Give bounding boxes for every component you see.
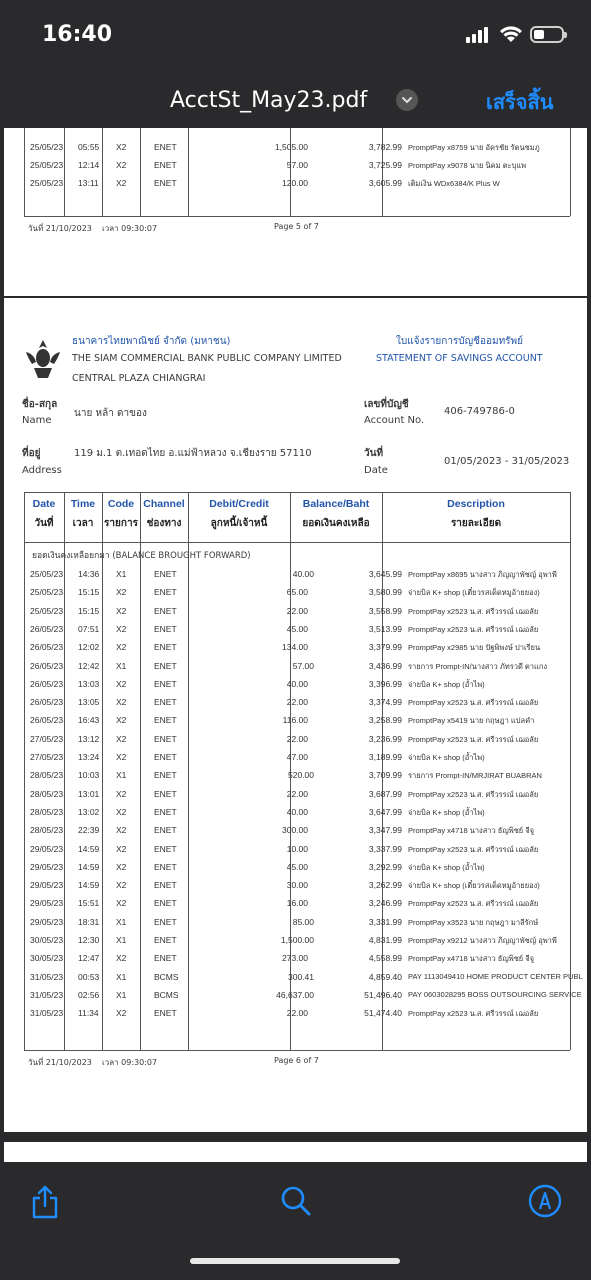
transaction-channel: ENET: [154, 160, 177, 170]
transaction-date: 29/05/23: [30, 916, 64, 927]
transaction-time: 22:39: [78, 825, 100, 836]
transaction-description: PAY 0603028295 BOSS OUTSOURCING SERVICE: [408, 989, 582, 999]
table-row: [24, 931, 574, 949]
transaction-channel: ENET: [154, 569, 177, 579]
branch-name: CENTRAL PLAZA CHIANGRAI: [72, 373, 206, 384]
table-row: [24, 1004, 574, 1022]
transaction-channel: ENET: [154, 880, 177, 891]
date-label-thai: วันที่: [364, 448, 384, 459]
transaction-date: 31/05/23: [30, 1008, 64, 1019]
transaction-channel: ENET: [154, 642, 177, 653]
transaction-date: 28/05/23: [30, 806, 64, 817]
transaction-amount: 45.00: [286, 861, 308, 872]
transaction-balance: 4,558.99: [368, 953, 402, 964]
transaction-time: 14:59: [78, 880, 100, 891]
transaction-code: X1: [116, 989, 127, 1000]
date-label-english: Date: [364, 465, 388, 476]
table-row: [24, 730, 574, 748]
transaction-channel: ENET: [154, 861, 177, 872]
address-label-thai: ที่อยู่: [22, 448, 41, 459]
page5-footer-time: เวลา 09:30:07: [102, 224, 158, 233]
transaction-balance: 3,580.99: [368, 587, 402, 598]
transaction-amount: 273.00: [282, 953, 308, 964]
transaction-balance: 3,337.99: [368, 843, 402, 854]
transaction-amount: 22.00: [286, 605, 308, 616]
table-row: [24, 657, 574, 675]
transaction-date: 27/05/23: [30, 752, 64, 762]
transaction-channel: ENET: [154, 660, 177, 671]
transaction-description: รายการ Prompt-IN/MRJIRAT BUABRAN: [408, 771, 542, 781]
transaction-amount: 300.41: [288, 971, 314, 982]
transaction-balance: 4,859.40: [368, 971, 402, 982]
transaction-date: 28/05/23: [30, 788, 64, 799]
status-bar: [0, 0, 591, 70]
transaction-code: X1: [116, 935, 127, 945]
transaction-channel: ENET: [154, 697, 177, 708]
transaction-description: PromptPay x8759 นาย อัครชัย รัตนชมภู: [408, 143, 540, 152]
transaction-code: X2: [116, 642, 127, 653]
transaction-balance: 4,831.99: [368, 935, 402, 945]
transaction-time: 14:36: [78, 569, 100, 579]
transaction-code: X2: [116, 898, 127, 909]
transaction-amount: 22.00: [286, 733, 308, 744]
transaction-description: PromptPay x2523 น.ส. ศรีวรรณ์ เฌอลัย: [408, 624, 539, 634]
table-row: [24, 949, 574, 967]
home-indicator[interactable]: [190, 1258, 400, 1264]
transaction-code: X2: [116, 953, 127, 964]
transaction-time: 13:02: [78, 806, 100, 817]
transaction-amount: 120.00: [282, 178, 308, 188]
column-header-english: Time: [70, 498, 96, 510]
statement-date-range: 01/05/2023 - 31/05/2023: [444, 456, 570, 467]
wifi-icon: [500, 26, 522, 43]
transaction-date: 26/05/23: [30, 697, 64, 708]
transaction-date: 26/05/23: [30, 660, 64, 671]
table-row: [24, 138, 574, 156]
transaction-description: PromptPay x8695 นางสาว ภิญญาพัชญ์ อุพาพี: [408, 570, 557, 579]
transaction-description: PromptPay x2523 น.ส. ศรีวรรณ์ เฌอลัย: [408, 844, 539, 854]
transaction-balance: 3,331.99: [368, 916, 402, 927]
transaction-code: X2: [116, 142, 127, 152]
column-header-english: Description: [447, 498, 505, 510]
transaction-balance: 3,687.99: [368, 788, 402, 799]
transaction-amount: 22.00: [286, 788, 308, 799]
transaction-description: PromptPay x2985 นาย ปัฐพิพงษ์ ปาเรียน: [408, 643, 541, 653]
transaction-balance: 3,605.99: [368, 178, 402, 188]
transaction-channel: ENET: [154, 733, 177, 744]
transaction-balance: 3,645.99: [368, 569, 402, 579]
table-row: [24, 986, 582, 1004]
transaction-description: รายการ Prompt-IN/นางสาว ภัทรวดี ตาแกง: [408, 661, 548, 671]
transaction-channel: ENET: [154, 752, 177, 762]
transaction-time: 10:03: [78, 770, 100, 781]
transaction-date: 30/05/23: [30, 953, 64, 964]
transaction-amount: 40.00: [286, 678, 308, 689]
transaction-description: จ่ายบิล K+ shop (อ้ำไพ): [408, 807, 485, 817]
transaction-amount: 57.00: [286, 160, 308, 170]
transaction-time: 13:05: [78, 697, 100, 708]
name-label-thai: ชื่อ-สกุล: [22, 399, 58, 410]
transaction-time: 13:01: [78, 788, 100, 799]
transaction-amount: 46,637.00: [276, 989, 314, 1000]
transaction-channel: ENET: [154, 678, 177, 689]
account-holder-name: นาย หล้า ดาของ: [74, 408, 147, 419]
transaction-date: 25/05/23: [30, 142, 64, 152]
transaction-balance: 3,258.99: [368, 715, 402, 726]
transaction-balance: 3,292.99: [368, 861, 402, 872]
transaction-date: 30/05/23: [30, 935, 64, 945]
transaction-time: 13:12: [78, 733, 100, 744]
document-title[interactable]: AcctSt_May23.pdf: [170, 88, 368, 113]
transaction-date: 28/05/23: [30, 825, 64, 836]
transaction-time: 11:34: [78, 1008, 99, 1019]
table-row: [24, 840, 574, 858]
search-icon[interactable]: [280, 1185, 312, 1217]
transaction-amount: 16.00: [286, 898, 308, 909]
pdf-page-5: [4, 128, 587, 296]
transaction-amount: 45.00: [286, 623, 308, 634]
transaction-amount: 30.00: [286, 880, 308, 891]
transaction-balance: 3,347.99: [368, 825, 402, 836]
transaction-description: PromptPay x2523 น.ส. ศรีวรรณ์ เฌอลัย: [408, 899, 539, 909]
table-row: [24, 693, 574, 711]
table-row: [24, 156, 574, 174]
transaction-code: X1: [116, 770, 127, 781]
statement-title-thai: ใบแจ้งรายการบัญชีออมทรัพย์: [396, 336, 523, 347]
balance-brought-forward: ยอดเงินคงเหลือยกมา (BALANCE BROUGHT FORWARD): [32, 551, 251, 561]
transaction-channel: ENET: [154, 605, 177, 616]
table-row: [24, 620, 574, 638]
column-header-english: Debit/Credit: [209, 498, 269, 510]
transaction-code: X1: [116, 916, 127, 927]
transaction-code: X2: [116, 825, 127, 836]
table-row: [24, 894, 574, 912]
transaction-code: X2: [116, 1008, 127, 1019]
transaction-date: 29/05/23: [30, 880, 64, 891]
transaction-channel: ENET: [154, 770, 177, 781]
transaction-amount: 40.00: [286, 806, 308, 817]
share-icon[interactable]: [30, 1184, 60, 1220]
column-header-thai: รายละเอียด: [450, 518, 502, 529]
transaction-date: 26/05/23: [30, 715, 64, 726]
transaction-description: PromptPay x2523 น.ส. ศรีวรรณ์ เฌอลัย: [408, 698, 539, 708]
transaction-balance: 51,496.40: [364, 989, 402, 1000]
transaction-description: PromptPay x4718 นางสาว ธัญพิชย์ จีจู: [408, 826, 535, 836]
transaction-date: 28/05/23: [30, 770, 64, 781]
status-time: 16:40: [42, 22, 113, 47]
transaction-channel: ENET: [154, 788, 177, 799]
transaction-channel: BCMS: [154, 971, 179, 982]
transaction-channel: ENET: [154, 898, 177, 909]
transaction-channel: ENET: [154, 623, 177, 634]
transaction-code: X2: [116, 697, 127, 708]
transaction-balance: 3,262.99: [368, 880, 402, 891]
name-label-english: Name: [22, 415, 52, 426]
transaction-amount: 1,505.00: [274, 142, 308, 152]
table-row: [24, 785, 574, 803]
column-header-thai: รายการ: [104, 518, 138, 529]
pdf-page-6: [4, 298, 587, 1132]
transaction-balance: 3,236.99: [368, 733, 402, 744]
table-row: [24, 821, 574, 839]
address-value: 119 ม.1 ต.เทอดไทย อ.แม่ฟ้าหลวง จ.เชียงราย 57110: [74, 448, 312, 459]
transaction-description: จ่ายบิล K+ shop (เตี๋ยวรสเด็ดหมูอ้ายยอง): [408, 881, 540, 891]
transaction-balance: 3,246.99: [368, 898, 402, 909]
table-row: [24, 968, 583, 986]
transaction-channel: ENET: [154, 806, 177, 817]
transaction-time: 15:15: [78, 587, 100, 598]
transaction-balance: 3,709.99: [368, 770, 402, 781]
transaction-time: 00:53: [78, 971, 100, 982]
transaction-code: X2: [116, 178, 127, 188]
table-row: [24, 858, 574, 876]
title-menu-chevron-icon[interactable]: [396, 89, 418, 111]
transaction-amount: 22.00: [286, 1008, 308, 1019]
transaction-time: 07:51: [78, 623, 100, 634]
table-row: [24, 565, 574, 583]
transaction-time: 14:59: [78, 843, 100, 854]
column-header-english: Channel: [143, 498, 185, 510]
transaction-amount: 10.00: [286, 843, 308, 854]
transaction-code: X2: [116, 806, 127, 817]
transaction-code: X2: [116, 587, 127, 598]
transaction-date: 25/05/23: [30, 605, 64, 616]
transaction-balance: 3,189.99: [368, 752, 402, 762]
bank-name-english: THE SIAM COMMERCIAL BANK PUBLIC COMPANY LIMITED: [72, 353, 342, 364]
transaction-amount: 47.00: [286, 752, 308, 762]
column-header-thai: ช่องทาง: [146, 518, 182, 529]
transaction-description: จ่ายบิล K+ shop (อ้ำไพ): [408, 679, 485, 689]
transaction-time: 18:31: [78, 916, 100, 927]
transaction-amount: 1,500.00: [280, 935, 314, 945]
transaction-description: PromptPay x2523 น.ส. ศรีวรรณ์ เฌอลัย: [408, 606, 539, 616]
account-label-english: Account No.: [364, 415, 425, 426]
transaction-channel: ENET: [154, 587, 177, 598]
column-header-english: Balance/Baht: [302, 498, 370, 510]
transaction-time: 02:56: [78, 989, 100, 1000]
column-header-thai: ยอดเงินคงเหลือ: [302, 518, 370, 529]
transaction-code: X2: [116, 605, 127, 616]
transaction-channel: ENET: [154, 142, 177, 152]
transaction-date: 25/05/23: [30, 587, 64, 598]
transaction-balance: 3,513.99: [368, 623, 402, 634]
transaction-time: 14:59: [78, 861, 100, 872]
address-label-english: Address: [22, 465, 62, 476]
table-row: [24, 803, 574, 821]
page5-number: Page 5 of 7: [274, 222, 319, 231]
transaction-date: 25/05/23: [30, 160, 64, 170]
statement-title-english: STATEMENT OF SAVINGS ACCOUNT: [376, 353, 543, 364]
transaction-code: X2: [116, 752, 127, 762]
transaction-balance: 3,782.99: [368, 142, 402, 152]
transaction-code: X2: [116, 861, 127, 872]
transaction-balance: 51,474.40: [364, 1008, 402, 1019]
transaction-amount: 22.00: [286, 697, 308, 708]
transaction-time: 13:11: [78, 178, 99, 188]
transaction-amount: 300.00: [282, 825, 308, 836]
transaction-balance: 3,396.99: [368, 678, 402, 689]
transaction-description: PAY 1113049410 HOME PRODUCT CENTER PUBL: [408, 971, 583, 981]
transaction-date: 25/05/23: [30, 178, 64, 188]
transaction-channel: ENET: [154, 1008, 177, 1019]
transaction-balance: 3,725.99: [368, 160, 402, 170]
transaction-description: เติมเงิน WDx6384/K Plus W: [408, 179, 500, 188]
transaction-time: 15:51: [78, 898, 100, 909]
transaction-amount: 134.00: [282, 642, 308, 653]
transaction-balance: 3,374.99: [368, 697, 402, 708]
table-row: [24, 748, 574, 766]
transaction-amount: 116.00: [282, 715, 308, 726]
table-row: [24, 675, 574, 693]
transaction-description: PromptPay x9078 นาย นิคม ตะบุแพ: [408, 161, 527, 170]
column-header-english: Code: [107, 498, 135, 510]
transaction-channel: ENET: [154, 916, 177, 927]
transaction-time: 13:03: [78, 678, 100, 689]
transaction-code: X2: [116, 678, 127, 689]
transaction-description: PromptPay x3523 นาย กฤษฎา มาลีรักษ์: [408, 917, 539, 927]
transaction-code: X2: [116, 880, 127, 891]
page6-footer-date: วันที่ 21/10/2023: [28, 1058, 92, 1067]
transaction-description: จ่ายบิล K+ shop (อ้ำไพ): [408, 753, 485, 762]
transaction-description: PromptPay x5419 นาย กฤษฎา แปลคำ: [408, 716, 535, 726]
cellular-signal-icon: [466, 27, 492, 43]
transaction-code: X2: [116, 623, 127, 634]
transaction-code: X2: [116, 160, 127, 170]
transaction-description: PromptPay x2523 น.ส. ศรีวรรณ์ เฌอลัย: [408, 734, 539, 744]
column-header-thai: วันที่: [34, 518, 54, 529]
transaction-time: 12:02: [78, 642, 100, 653]
transaction-amount: 520.00: [288, 770, 314, 781]
pdf-page-7: [4, 1142, 587, 1162]
transaction-channel: ENET: [154, 715, 177, 726]
transaction-time: 16:43: [78, 715, 100, 726]
transaction-channel: ENET: [154, 953, 177, 964]
table-row: [24, 638, 574, 656]
transaction-description: จ่ายบิล K+ shop (อ้ำไพ): [408, 862, 485, 872]
transaction-date: 29/05/23: [30, 898, 64, 909]
transaction-description: PromptPay x4718 นางสาว ธัญพิชย์ จีจู: [408, 954, 535, 964]
transaction-channel: ENET: [154, 935, 177, 945]
transaction-code: X2: [116, 733, 127, 744]
transaction-channel: ENET: [154, 825, 177, 836]
transaction-date: 29/05/23: [30, 843, 64, 854]
bank-garuda-logo-icon: [24, 338, 62, 380]
table-row: [24, 583, 574, 601]
transaction-code: X1: [116, 971, 127, 982]
transaction-code: X1: [116, 569, 127, 579]
transaction-time: 12:47: [78, 953, 100, 964]
column-header-thai: ลูกหนี้/เจ้าหนี้: [210, 518, 268, 529]
transaction-description: PromptPay x9212 นางสาว ภิญญาพัชญ์ อุพาพี: [408, 936, 557, 945]
page6-footer-time: เวลา 09:30:07: [102, 1058, 158, 1067]
table-row: [24, 711, 574, 729]
transaction-time: 13:24: [78, 752, 100, 762]
transaction-date: 25/05/23: [30, 569, 64, 579]
transaction-code: X1: [116, 660, 127, 671]
transaction-code: X2: [116, 715, 127, 726]
transaction-description: PromptPay x2523 น.ส. ศรีวรรณ์ เฌอลัย: [408, 789, 539, 799]
page6-number: Page 6 of 7: [274, 1056, 319, 1065]
markup-icon[interactable]: [528, 1184, 562, 1218]
transaction-date: 26/05/23: [30, 642, 64, 653]
done-button[interactable]: เสร็จสิ้น: [486, 90, 554, 114]
table-row: [24, 876, 574, 894]
transaction-date: 27/05/23: [30, 733, 64, 744]
transaction-balance: 3,647.99: [368, 806, 402, 817]
transaction-amount: 57.00: [292, 660, 314, 671]
column-header-english: Date: [32, 498, 56, 510]
transaction-time: 12:42: [78, 660, 100, 671]
account-label-thai: เลขที่บัญชี: [364, 399, 409, 410]
transaction-time: 12:30: [78, 935, 100, 945]
transaction-amount: 40.00: [292, 569, 314, 579]
transaction-date: 31/05/23: [30, 971, 64, 982]
transaction-date: 29/05/23: [30, 861, 64, 872]
transaction-date: 26/05/23: [30, 678, 64, 689]
table-row: [24, 766, 574, 784]
transaction-time: 12:14: [78, 160, 100, 170]
transaction-date: 31/05/23: [30, 989, 64, 1000]
transaction-description: จ่ายบิล K+ shop (เตี๋ยวรสเด็ดหมูอ้ายยอง): [408, 588, 540, 598]
transaction-code: X2: [116, 843, 127, 854]
column-header-thai: เวลา: [72, 518, 94, 529]
transaction-balance: 3,558.99: [368, 605, 402, 616]
battery-icon: [530, 26, 564, 43]
account-number: 406-749786-0: [444, 406, 515, 417]
transaction-time: 05:55: [78, 142, 100, 152]
table-row: [24, 602, 574, 620]
page5-footer-date: วันที่ 21/10/2023: [28, 224, 92, 233]
table-row: [24, 913, 574, 931]
transaction-amount: 85.00: [292, 916, 314, 927]
transaction-code: X2: [116, 788, 127, 799]
transaction-channel: ENET: [154, 178, 177, 188]
table-row: [24, 174, 574, 192]
transaction-balance: 3,436.99: [368, 660, 402, 671]
transaction-description: PromptPay x2523 น.ส. ศรีวรรณ์ เฌอลัย: [408, 1009, 539, 1019]
transaction-channel: ENET: [154, 843, 177, 854]
transaction-channel: BCMS: [154, 989, 179, 1000]
transaction-time: 15:15: [78, 605, 100, 616]
transaction-date: 26/05/23: [30, 623, 64, 634]
bank-name-thai: ธนาคารไทยพาณิชย์ จำกัด (มหาชน): [72, 336, 231, 347]
transaction-amount: 65.00: [286, 587, 308, 598]
transaction-balance: 3,379.99: [368, 642, 402, 653]
